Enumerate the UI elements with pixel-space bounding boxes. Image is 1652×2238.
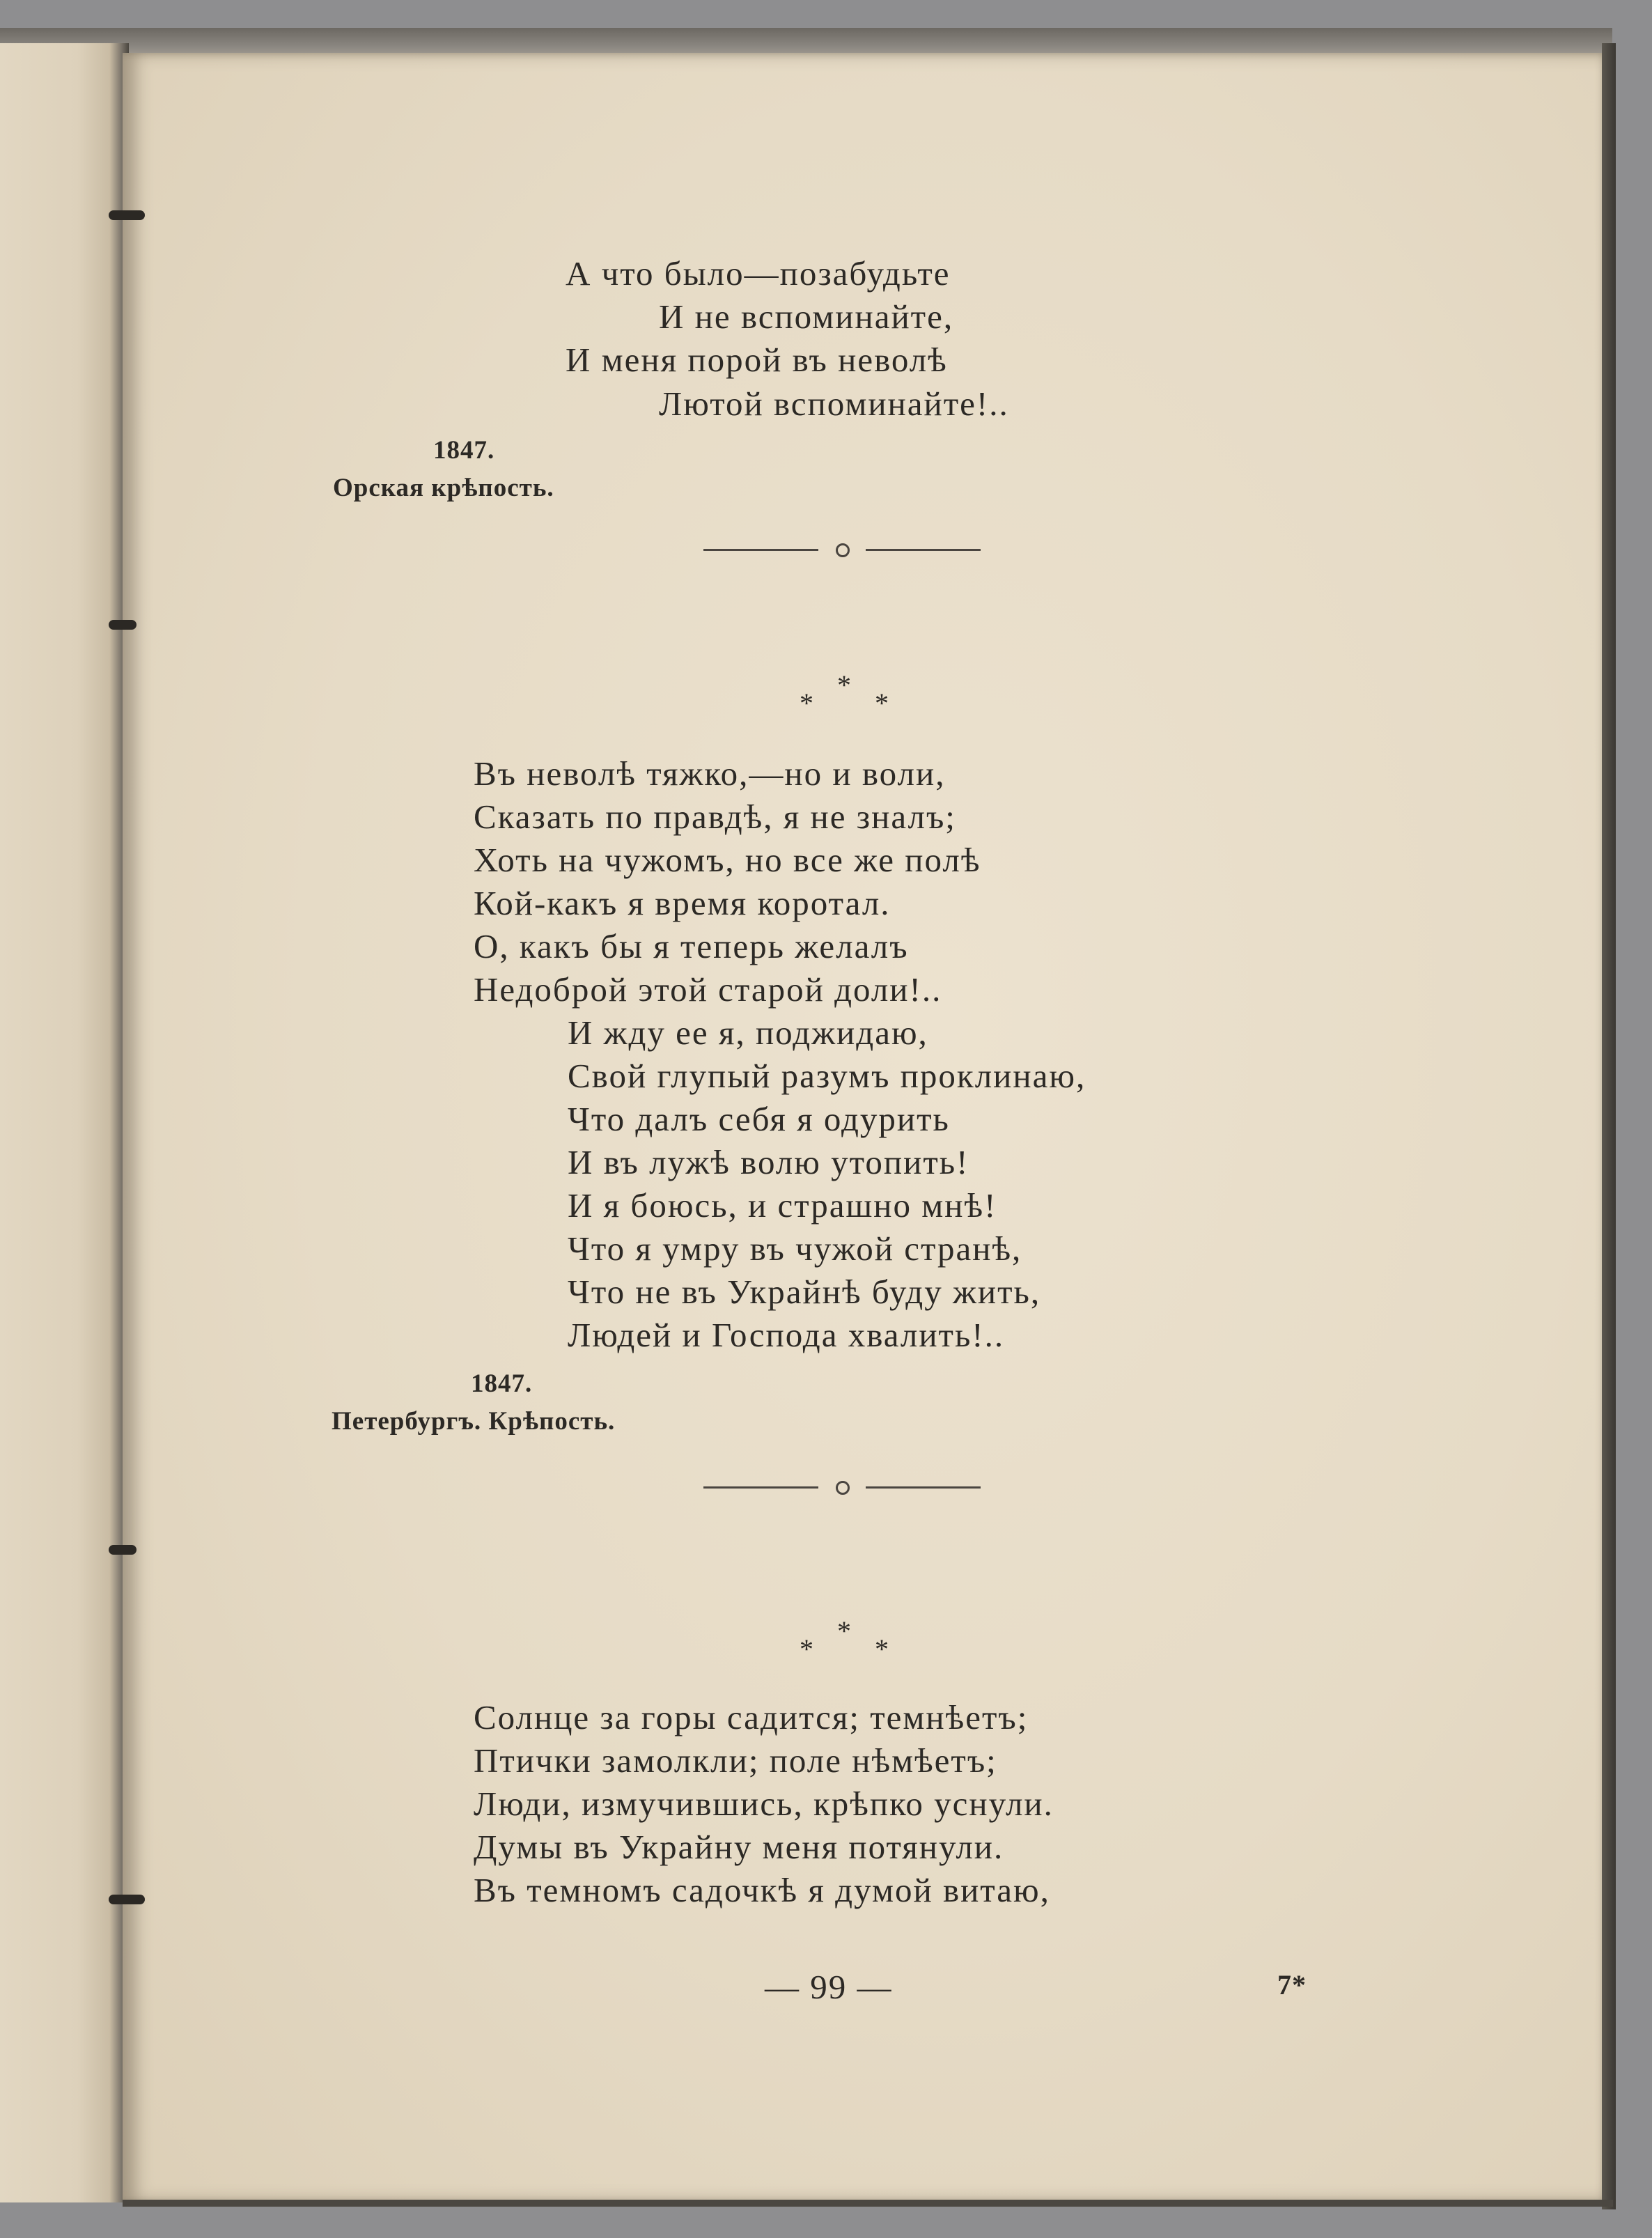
binding-stitch [109,620,137,630]
asterism [800,669,897,719]
separator-ornament [836,1481,850,1495]
poem-line: О, какъ бы я теперь желалъ [474,927,909,965]
asterism-star: * [800,1633,813,1665]
separator-ornament [836,543,850,557]
poem-line: И меня порой въ неволѣ [566,341,948,379]
separator-rule-right [866,549,981,551]
poem-line: Сказать по правдѣ, я не зналъ; [474,798,956,836]
separator-rule-left [703,1486,818,1489]
poem-line: Думы въ Украйну меня потянули. [474,1828,1004,1866]
poem-line: Люди, измучившись, крѣпко уснули. [474,1785,1054,1823]
poem-line: Людей и Господа хвалить!.. [568,1316,1005,1354]
poem-line: И не вспоминайте, [659,297,954,336]
poem-line: Что я умру въ чужой странѣ, [568,1229,1022,1268]
poem-line: Въ темномъ садочкѣ я думой витаю, [474,1871,1050,1909]
asterism [800,1615,897,1665]
asterism-star: * [875,1633,889,1665]
asterism-star: * [875,687,889,719]
binding-stitch [109,1545,137,1555]
poem-line: И жду ее я, поджидаю, [568,1013,928,1052]
poem-place: Орская крѣпость. [333,474,554,502]
poem-line: И въ лужѣ волю утопить! [568,1143,969,1181]
poem-line: Хоть на чужомъ, но все же полѣ [474,841,981,879]
poem-line: Птички замолкли; поле нѣмѣетъ; [474,1741,997,1780]
binding-stitch [109,1895,145,1904]
poem-year: 1847. [471,1369,533,1398]
separator-rule-right [866,1486,981,1489]
poem-line: Свой глупый разумъ проклинаю, [568,1057,1086,1095]
poem-line: Кой-какъ я время коротал. [474,884,891,922]
poem-place: Петербургъ. Крѣпость. [332,1407,616,1436]
poem-line: Недоброй этой старой доли!.. [474,970,942,1009]
page-number: — 99 — [765,1968,893,2006]
printer-signature-mark: 7* [1277,1969,1307,2000]
facing-page-edge [0,43,129,2202]
poem-line: Солнце за горы садится; темнѣетъ; [474,1698,1029,1736]
binding-stitch [109,210,145,220]
poem-line: И я боюсь, и страшно мнѣ! [568,1186,997,1225]
separator-rule-left [703,549,818,551]
poem-line: Что далъ себя я одурить [568,1100,950,1138]
asterism-star: * [837,669,851,701]
asterism-star: * [800,687,813,719]
poem-line: Въ неволѣ тяжко,—но и воли, [474,754,946,793]
poem-year: 1847. [433,436,495,465]
asterism-star: * [837,1615,851,1647]
poem-line: А что было—позабудьте [566,254,951,293]
poem-line: Что не въ Украйнѣ буду жить, [568,1273,1041,1311]
page-bottom-shadow [123,2200,1613,2207]
page-right-shadow [1602,43,1616,2209]
poem-line: Лютой вспоминайте!.. [659,384,1009,423]
